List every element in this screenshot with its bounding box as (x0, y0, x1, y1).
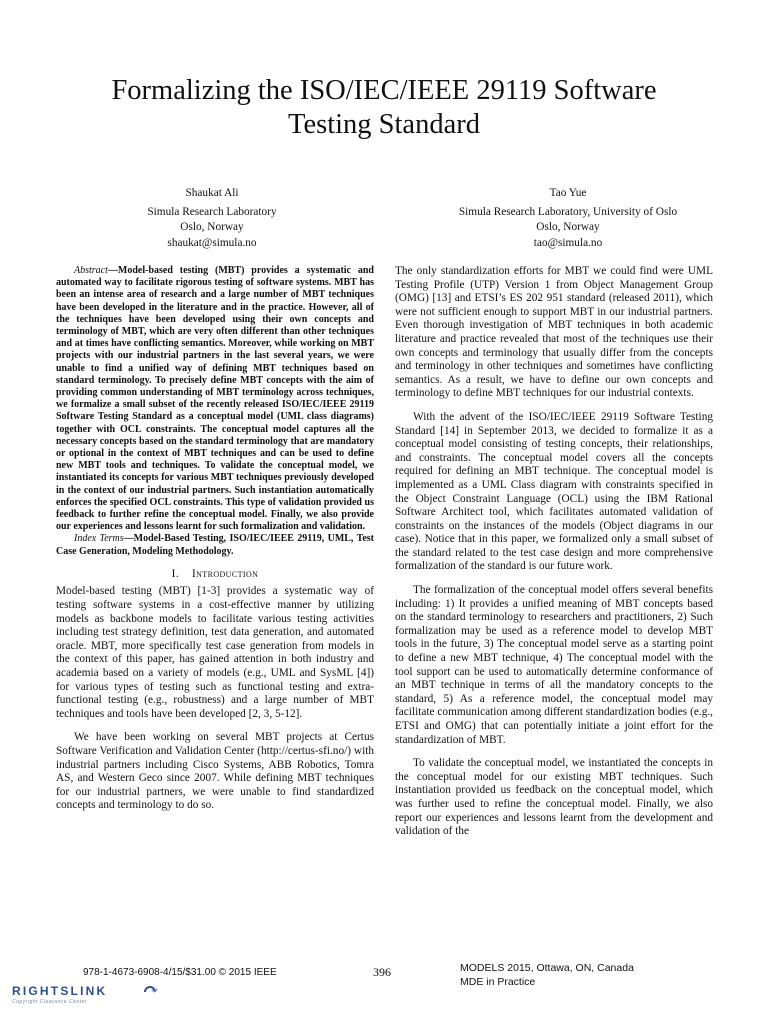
abstract-label: Abstract (74, 265, 108, 276)
venue-line-2: MDE in Practice (460, 975, 536, 988)
author-location: Oslo, Norway (180, 221, 244, 233)
author-email[interactable]: shaukat@simula.no (167, 236, 257, 249)
section-title: Introduction (191, 567, 259, 580)
body-paragraph: We have been working on several MBT projects at Certus Software Verification and Validation Center (http://certus-sfi.no/) with industrial partners including Cisco Systems, ABB Robotics, Tomra AS, and Western Geco since 2007. While defining MBT techniques for our industrial partners, we were unable to find standardized concepts and terminology to do so. (56, 731, 374, 812)
author-name: Shaukat Ali (185, 187, 239, 199)
footer-venue (460, 962, 634, 989)
body-paragraph: The only standardization efforts for MBT we could find were UML Testing Profile (UTP) Version 1 from Object Management Group (OMG) [13] and ETSI’s ES 202 951 standard (released 2011), which were not sufficient enough to support MBT in our industrial partners. Even thorough investigation of MBT techniques in both academic literature and practice revealed that most of the techniques use their own concepts and terminology that usually differ from the concepts and terminology in other techniques and sometimes have conflicting semantics. As a result, we have to define our own concepts and terminology to define MBT techniques for our industrial contexts. (395, 265, 713, 400)
author-block-2 (408, 186, 728, 251)
footer-isbn: 978-1-4673-6908-4/15/$31.00 © 2015 IEEE (83, 967, 277, 978)
logo-text: RIGHTSLINK (12, 984, 108, 998)
title-line-1: Formalizing the ISO/IEC/IEEE 29119 Software (111, 75, 657, 106)
logo-subtext: Copyright Clearance Center (12, 999, 87, 1005)
author-affiliation: Simula Research Laboratory, University of Oslo (458, 205, 678, 218)
body-paragraph: With the advent of the ISO/IEC/IEEE 29119 Software Testing Standard [14] in September 2013, we decided to formalize it as a conceptual model consisting of testing concepts, their relationships, and constraints. The conceptual model covers all the concepts required for defining an MBT technique. The conceptual model is implemented as a UML Class diagram with constraints specified in the Object Constraint Language (OCL) using the IBM Rational Software Architect tool, which facilitates automated validation of constraints on the instances of the models (Object diagrams in our case). Notice that in this paper, we formalized only a small subset of the standard related to the test case design and more comprehensive formalization of the standard is our future work. (395, 410, 713, 573)
title-line-2: Testing Standard (288, 109, 480, 140)
author-name: Tao Yue (549, 187, 587, 199)
index-terms (56, 533, 374, 557)
venue-line-1: MODELS 2015, Ottawa, ON, Canada (460, 962, 634, 974)
right-column (395, 265, 713, 839)
body-paragraph: The formalization of the conceptual model offers several benefits including: 1) It provides a unified meaning of MBT concepts based on the standard terminology to researchers and practitioners, 2) Such formalization may be used as a reference model to develop MBT tools in the future, 3) The conceptual model serve as a starting point to define a new MBT technique, 4) The conceptual model with the tool support can be used to automatically determine conformance of an MBT technique in terms of all the mandatory concepts to the standard, 5) As a reference model, the conceptual model may facilitate communication among different standardization bodies (e.g., ETSI and OMG) that can potentially initiate a joint effort for the standardization of MBT. (395, 584, 713, 746)
body-paragraph: To validate the conceptual model, we instantiated the concepts in the conceptual model for our existing MBT techniques. Such instantiation provided us feedback on the conceptual model, which was further used to refine the conceptual model. Finally, we also report our experiences and lessons learnt from the development and validation of the (395, 757, 713, 838)
section-number: I. (171, 567, 180, 580)
abstract-text: —Model-based testing (MBT) provides a systematic and automated way to facilitate rigorous testing of software systems. MBT has been an intense area of research and a large number of MBT techniques have been developed in the literature and in the practice. However, all of the techniques have been developed using their own concepts and terminology of MBT, which are very often different than other techniques and at times have conflicting semantics. Moreover, while working on MBT projects with our industrial partners in the last several years, we were unable to find a unified way of defining MBT techniques based on standard terminology. To precisely define MBT concepts with the aim of providing common understanding of MBT terminology across techniques, we formalize a small subset of the recently released ISO/IEC/IEEE 29119 Software Testing Standard as a conceptual model (UML class diagrams) together with OCL constraints. The conceptual model captures all the necessary concepts based on the standard terminology that are mandatory or optional in the context of MBT techniques and can be used to define new MBT tools and techniques. To validate the conceptual model, we instantiated its concepts for various MBT techniques previously developed in the context of our industrial partners. Such instantiation automatically enforces the specified OCL constraints. This type of validation provided us feedback to further refine the conceptual model. Finally, we also provide our experiences and lessons learnt for such formalization and validation. (56, 265, 374, 533)
rightslink-swoosh-icon (142, 984, 158, 1000)
body-paragraph: Model-based testing (MBT) [1-3] provides a systematic way of testing software systems in a cost-effective manner by utilizing models as backbone models to facilitate various testing activities including test strategy definition, test data generation, and automated oracle. MBT, more specifically test case generation from models in the context of this paper, has gained attention in both industry and academia based on a variety of models (e.g., UML and SysML [4]) for various types of testing such as functional testing and extra-functional testing (e.g., robustness) and a large number of MBT techniques and tools have been developed [2, 3, 5-12]. (56, 585, 374, 720)
section-heading (56, 568, 374, 582)
page-number: 396 (373, 965, 391, 979)
index-terms-label: Index Terms (74, 533, 124, 545)
author-email[interactable]: tao@simula.no (533, 236, 603, 249)
abstract (56, 265, 374, 533)
author-affiliation: Simula Research Laboratory (147, 205, 277, 218)
author-block-1 (52, 186, 372, 251)
rightslink-logo[interactable] (12, 984, 162, 1010)
author-location: Oslo, Norway (536, 221, 600, 233)
index-terms-text: —Model-Based Testing, ISO/IEC/IEEE 29119, UML, Test Case Generation, Modeling Methodology. (56, 533, 374, 557)
left-column (56, 265, 374, 813)
paper-title (40, 74, 728, 142)
